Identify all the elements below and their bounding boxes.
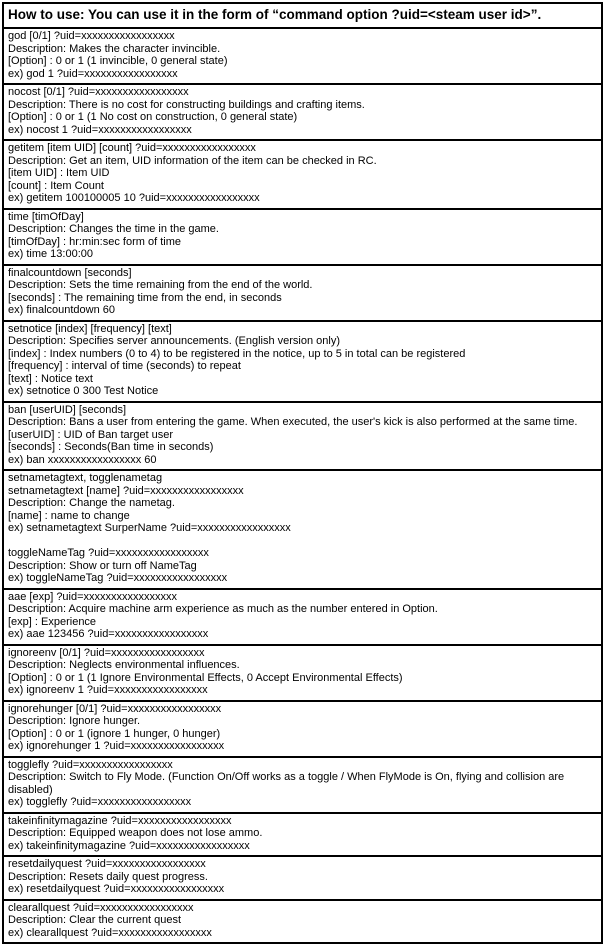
table-header-row: [4, 4, 601, 29]
command-line: Description: Acquire machine arm experience as much as the number entered in Option.: [8, 603, 438, 615]
command-line: ex) clearallquest ?uid=xxxxxxxxxxxxxxxxx: [8, 926, 212, 939]
command-line: Description: Resets daily quest progress.: [8, 870, 208, 883]
command-line: aae [exp] ?uid=xxxxxxxxxxxxxxxxx: [8, 590, 178, 603]
command-line: [item UID] : Item UID: [8, 167, 110, 179]
command-line: [Option] : 0 or 1 (1 No cost on construction, 0 general state): [8, 111, 298, 123]
command-line: ignorehunger [0/1] ?uid=xxxxxxxxxxxxxxxxx: [8, 702, 222, 715]
command-line: ex) ignorehunger 1 ?uid=xxxxxxxxxxxxxxxxx: [8, 740, 225, 752]
command-line: Description: Bans a user from entering the game. When executed, the user's kick is also performed at the same time.: [8, 416, 578, 428]
command-row-resetdailyquest: [4, 857, 601, 901]
command-line: Description: Switch to Fly Mode. (Function On/Off works as a toggle / When FlyMode is On, flying and collision are disabled): [8, 771, 568, 796]
command-line: [text] : Notice text: [8, 372, 93, 385]
command-line: togglefly ?uid=xxxxxxxxxxxxxxxxx: [8, 758, 173, 771]
command-line: ban [userUID] [seconds]: [8, 403, 127, 416]
command-line: ex) nocost 1 ?uid=xxxxxxxxxxxxxxxxx: [8, 123, 192, 136]
command-row-takeinfinitymagazine: [4, 814, 601, 858]
command-line: Description: Ignore hunger.: [8, 715, 141, 727]
command-line: [count] : Item Count: [8, 179, 104, 192]
command-line: setnotice [index] [frequency] [text]: [8, 322, 172, 335]
command-line: [Option] : 0 or 1 (1 invincible, 0 general state): [8, 55, 228, 67]
command-line: Description: Specifies server announcements. (English version only): [8, 335, 340, 347]
command-line: [seconds] : Seconds(Ban time in seconds): [8, 441, 214, 453]
command-line: ex) time 13:00:00: [8, 248, 93, 260]
command-row-togglefly: [4, 758, 601, 814]
command-line: ignoreenv [0/1] ?uid=xxxxxxxxxxxxxxxxx: [8, 646, 205, 659]
command-row-setnotice: [4, 322, 601, 403]
command-line: ex) ignoreenv 1 ?uid=xxxxxxxxxxxxxxxxx: [8, 684, 208, 696]
command-line: Description: Neglects environmental influences.: [8, 659, 240, 671]
command-row-aae: [4, 590, 601, 646]
command-line: Description: Change the nametag.: [8, 497, 175, 509]
command-line: ex) finalcountdown 60: [8, 304, 116, 316]
command-line: ex) god 1 ?uid=xxxxxxxxxxxxxxxxx: [8, 67, 178, 80]
command-line: [Option] : 0 or 1 (1 Ignore Environmental Effects, 0 Accept Environmental Effects): [8, 671, 403, 684]
command-line: ex) resetdailyquest ?uid=xxxxxxxxxxxxxxxxx: [8, 883, 225, 895]
command-line: [userUID] : UID of Ban target user: [8, 428, 174, 441]
command-line: ex) getitem 100100005 10 ?uid=xxxxxxxxxxxxxxxxx: [8, 192, 260, 204]
command-row-finalcountdown: [4, 266, 601, 322]
how-to-use-text: How to use: You can use it in the form of “command option ?uid=<steam user id>”.: [8, 7, 542, 22]
command-reference-table: [2, 2, 603, 944]
command-line: ex) togglefly ?uid=xxxxxxxxxxxxxxxxx: [8, 796, 192, 808]
command-line: clearallquest ?uid=xxxxxxxxxxxxxxxxx: [8, 901, 194, 914]
command-line: nocost [0/1] ?uid=xxxxxxxxxxxxxxxxx: [8, 86, 189, 98]
command-line: [index] : Index numbers (0 to 4) to be registered in the notice, up to 5 in total can be registered: [8, 347, 466, 360]
command-line: god [0/1] ?uid=xxxxxxxxxxxxxxxxx: [8, 30, 175, 42]
command-line: ex) ban xxxxxxxxxxxxxxxxx 60: [8, 453, 157, 466]
command-line: [frequency] : interval of time (seconds) to repeat: [8, 360, 241, 372]
command-line: Description: Get an item, UID information of the item can be checked in RC.: [8, 154, 377, 167]
command-line: resetdailyquest ?uid=xxxxxxxxxxxxxxxxx: [8, 858, 206, 870]
command-line: [timOfDay] : hr:min:sec form of time: [8, 235, 181, 248]
command-line: finalcountdown [seconds]: [8, 266, 132, 279]
command-line: ex) setnotice 0 300 Test Notice: [8, 385, 159, 397]
command-line: Description: Show or turn off NameTag: [8, 559, 197, 572]
command-row-ignoreenv: [4, 646, 601, 702]
command-line: [seconds] : The remaining time from the end, in seconds: [8, 291, 282, 304]
command-line: toggleNameTag ?uid=xxxxxxxxxxxxxxxxx: [8, 547, 209, 559]
command-line: Description: Equipped weapon does not lose ammo.: [8, 827, 263, 839]
command-row-time: [4, 210, 601, 266]
command-row-god: [4, 29, 601, 85]
command-row-ban: [4, 403, 601, 472]
command-line: ex) setnametagtext SurperName ?uid=xxxxxxxxxxxxxxxxx: [8, 522, 291, 534]
command-line: Description: There is no cost for constructing buildings and crafting items.: [8, 98, 365, 111]
command-line: time [timOfDay]: [8, 210, 84, 223]
command-line: Description: Makes the character invincible.: [8, 42, 221, 55]
command-line: [Option] : 0 or 1 (ignore 1 hunger, 0 hunger): [8, 727, 221, 740]
command-line: [8, 535, 597, 548]
command-line: setnametagtext, togglenametag: [8, 472, 163, 484]
command-line: ex) toggleNameTag ?uid=xxxxxxxxxxxxxxxxx: [8, 572, 228, 584]
command-row-getitem: [4, 141, 601, 210]
command-row-ignorehunger: [4, 702, 601, 758]
command-line: Description: Clear the current quest: [8, 914, 182, 926]
command-line: getitem [item UID] [count] ?uid=xxxxxxxxxxxxxxxxx: [8, 142, 256, 154]
command-line: [exp] : Experience: [8, 615, 97, 628]
command-row-nocost: [4, 85, 601, 141]
command-line: ex) aae 123456 ?uid=xxxxxxxxxxxxxxxxx: [8, 628, 209, 640]
command-line: [name] : name to change: [8, 509, 130, 522]
command-line: Description: Sets the time remaining from the end of the world.: [8, 279, 313, 291]
command-line: ex) takeinfinitymagazine ?uid=xxxxxxxxxxxxxxxxx: [8, 839, 250, 852]
command-line: takeinfinitymagazine ?uid=xxxxxxxxxxxxxxxxx: [8, 814, 232, 827]
command-line: setnametagtext [name] ?uid=xxxxxxxxxxxxxxxxx: [8, 484, 244, 497]
command-row-clearallquest: [4, 901, 601, 943]
command-line: Description: Changes the time in the game.: [8, 223, 219, 235]
command-row-setnametagtext-togglenametag: [4, 471, 601, 590]
command-rows-container: [4, 29, 601, 942]
